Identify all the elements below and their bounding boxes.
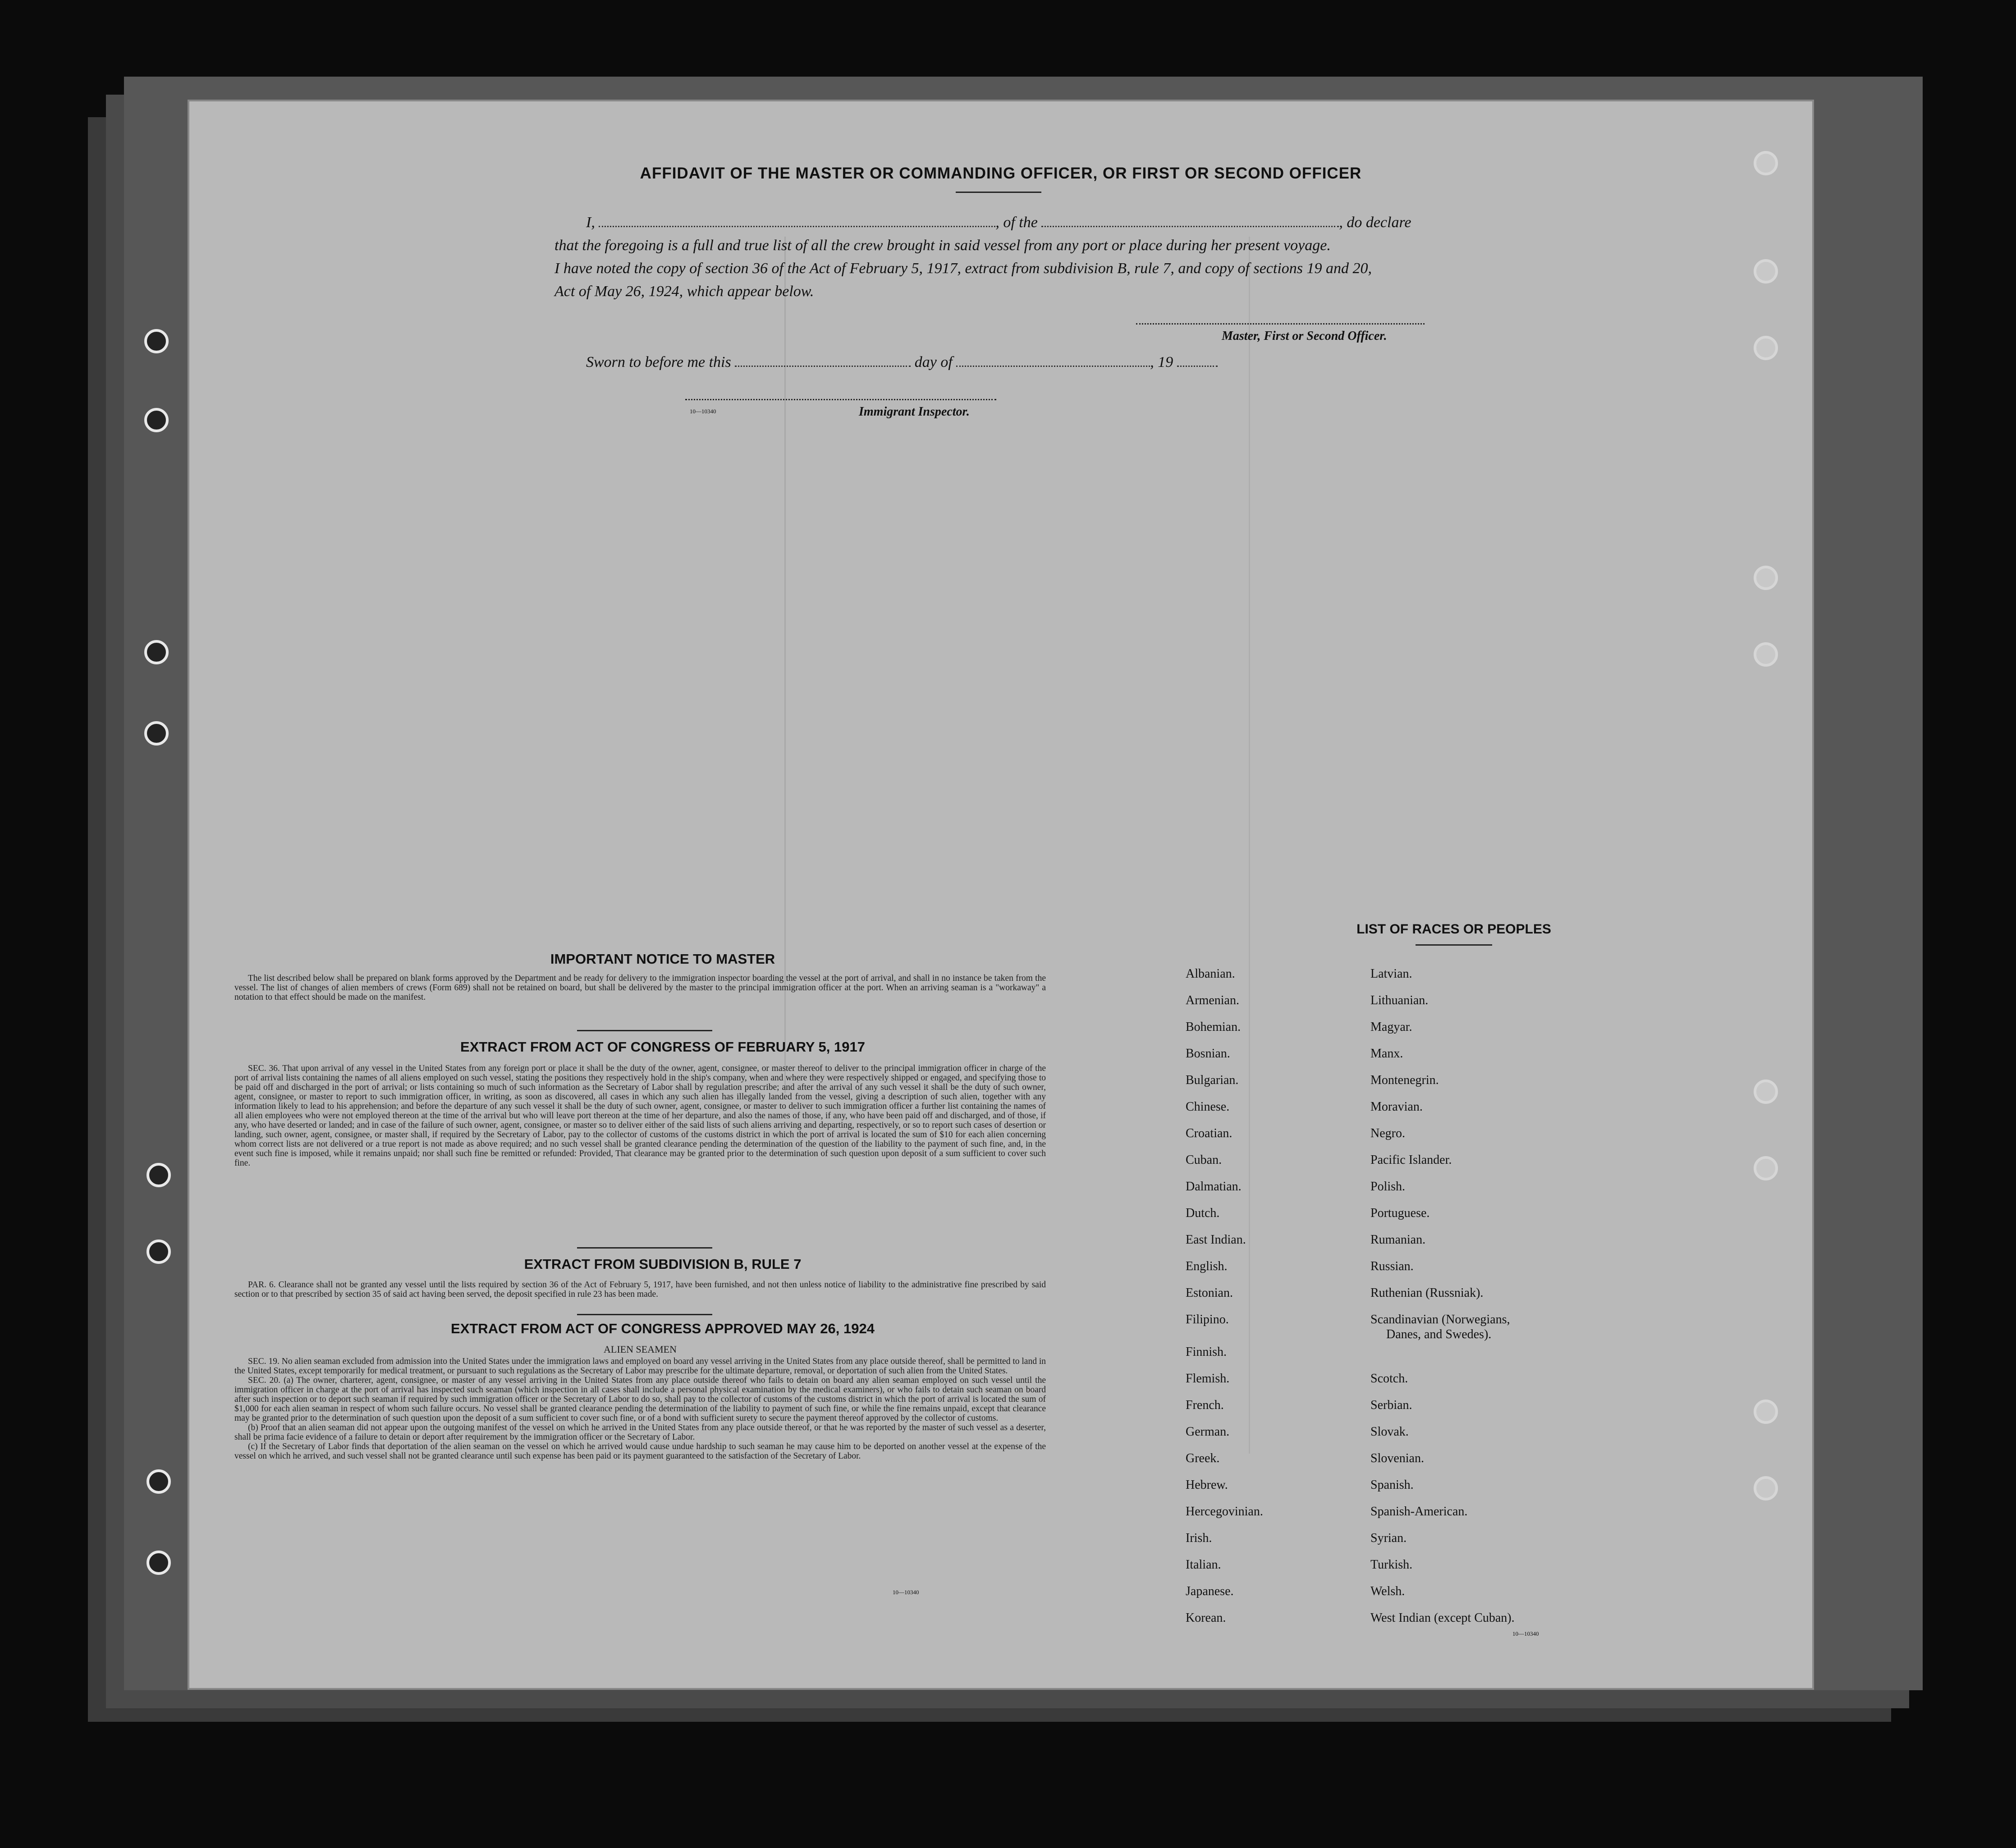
par-6-paragraph: PAR. 6. Clearance shall not be granted any vessel until the lists required by section 36 of the Act of February 5, 1917, have been furnished, and not then unless notice of liability to the administrative fine prescribed by said section or to that prescribed by section 35 of said act having been served, the deposit specified in rule 23 has been made. <box>234 1280 1046 1299</box>
notice-text <box>234 974 1046 1002</box>
race-item: Japanese. <box>1186 1584 1234 1598</box>
vessel-blank[interactable] <box>1041 216 1339 227</box>
race-item: Italian. <box>1186 1558 1221 1572</box>
race-item: Russian. <box>1370 1259 1414 1273</box>
races-form-number: 10—10340 <box>1512 1630 1539 1637</box>
race-item: Irish. <box>1186 1531 1212 1545</box>
page-hole <box>1754 336 1778 360</box>
sworn-date-blank[interactable] <box>735 356 911 367</box>
inspector-signature-line[interactable] <box>685 399 996 400</box>
race-item: Magyar. <box>1370 1020 1412 1034</box>
race-item: Danes, and Swedes). <box>1386 1327 1492 1341</box>
sec-36-paragraph: SEC. 36. That upon arrival of any vessel in the United States from any foreign port or place it shall be the duty of the owner, agent, consignee, or master thereof to deliver to the principal immigration officer in charge of the port of arrival lists containing the names of all aliens employed on such vessel, stating the positions they respectively hold in the ship's company, when and where they were respectively shipped or engaged, and specifying those to be paid off and discharged in the port of arrival; or lists containing so much of such information as the Secretary of Labor shall by regulation prescribe; and after the arrival of any such vessel it shall be the duty of such owner, agent, consignee, or master to report to such immigration officer, in writing, as soon as discovered, all cases in which any such alien has illegally landed from the vessel, giving a description of such alien, together with any information likely to lead to his apprehension; and before the departure of any such vessel it shall be the duty of such owner, agent, consignee, or master to deliver to such immigration officer a further list containing the names of all alien employees who were not employed thereon at the time of the arrival but who will leave port thereon at the time of her departure, and also the names of those, if any, who have been paid off and discharged, and of those, if any, who have deserted or landed; and in case of the failure of such owner, agent, consignee, or master so to deliver either of the said lists of such aliens arriving and departing, respectively, or so to report such cases of desertion or landing, such owner, agent, consignee, or master shall, if required by the Secretary of Labor, pay to the collector of customs of the customs district in which the port of arrival is located the sum of $10 for each alien concerning whom correct lists are not delivered or a true report is not made as above required; and no such vessel shall be granted clearance pending the determination of the question of the liability to the payment of such fine, and, in the event such fine is imposed, while it remains unpaid; nor shall such fine be remitted or refunded: Provided, That clearance may be granted prior to the determination of such question upon deposit of a sum sufficient to cover such fine. <box>234 1064 1046 1168</box>
name-blank[interactable] <box>599 216 995 227</box>
race-item: Bulgarian. <box>1186 1073 1239 1087</box>
affidavit-title: AFFIDAVIT OF THE MASTER OR COMMANDING OFFICER, OR FIRST OR SECOND OFFICER <box>640 165 1362 182</box>
extract-1924-text <box>234 1357 1046 1461</box>
races-heading: LIST OF RACES OR PEOPLES <box>1356 922 1551 937</box>
day-of-label: day of <box>914 354 953 371</box>
manifest-page <box>189 101 1812 1688</box>
sworn-line <box>586 352 1578 373</box>
affidavit-form-number: 10—10340 <box>690 408 716 415</box>
race-item: German. <box>1186 1425 1230 1439</box>
race-item: Manx. <box>1370 1047 1403 1061</box>
binder-hole <box>144 640 169 664</box>
race-item: Albanian. <box>1186 967 1235 981</box>
race-item: Bohemian. <box>1186 1020 1241 1034</box>
affidavit-body-2: I have noted the copy of section 36 of the Act of February 5, 1917, extract from subdivision B, rule 7, and copy of sections 19 and 20, <box>554 260 1372 277</box>
race-item: Moravian. <box>1370 1100 1423 1114</box>
race-item: West Indian (except Cuban). <box>1370 1611 1515 1625</box>
race-item: Polish. <box>1370 1180 1406 1194</box>
inspector-caption: Immigrant Inspector. <box>859 405 970 419</box>
race-item: Bosnian. <box>1186 1047 1230 1061</box>
page-hole <box>1754 259 1778 284</box>
binder-hole <box>147 1551 171 1575</box>
binder-hole <box>147 1469 171 1494</box>
extract-1924-heading: EXTRACT FROM ACT OF CONGRESS APPROVED MAY 26, 1924 <box>451 1321 875 1336</box>
title-underline <box>956 192 1041 193</box>
affidavit-body-1: that the foregoing is a full and true list of all the crew brought in said vessel from any port or place during her present voyage. <box>554 237 1331 254</box>
race-item: Finnish. <box>1186 1345 1227 1359</box>
race-item: Syrian. <box>1370 1531 1407 1545</box>
race-item: Portuguese. <box>1370 1206 1430 1220</box>
sec-20b-paragraph: (b) Proof that an alien seaman did not appear upon the outgoing manifest of the vessel on which he arrived in the United States from any place outside thereof, or that he was reported by the master of such vessel as a deserter, shall be prima facie evidence of a failure to detain or deport after requirement by the immigration officer or the Secretary of Labor. <box>234 1423 1046 1442</box>
races-right-column <box>1370 967 1686 1625</box>
binder-hole <box>147 1240 171 1264</box>
race-item: Spanish-American. <box>1370 1505 1468 1519</box>
subdivision-text <box>234 1280 1046 1299</box>
race-item: Spanish. <box>1370 1478 1414 1492</box>
race-item: Slovenian. <box>1370 1451 1424 1465</box>
race-item: Cuban. <box>1186 1153 1222 1167</box>
race-item: Scotch. <box>1370 1372 1408 1386</box>
notice-paragraph: The list described below shall be prepared on blank forms approved by the Department and be ready for delivery to the immigration inspector boarding the vessel at the port of arrival, and shall in no instance be taken from the vessel. The list of changes of alien members of crews (Form 689) shall not be retained on board, but shall be delivered by the master to the principal immigration officer at the port. When an arriving seaman is a "workaway" a notation to that effect should be made on the manifest. <box>234 974 1046 1002</box>
sworn-month-blank[interactable] <box>956 356 1150 367</box>
race-item: Korean. <box>1186 1611 1226 1625</box>
races-left-column <box>1186 967 1366 1625</box>
race-item: East Indian. <box>1186 1233 1246 1247</box>
sec-19-paragraph: SEC. 19. No alien seaman excluded from admission into the United States under the immigration laws and employed on board any vessel arriving in the United States from any place outside thereof, shall be permitted to land in the United States, except temporarily for medical treatment, or pursuant to such regulations as the Secretary of Labor may prescribe for the ultimate departure, removal, or deportation of such alien from the United States. <box>234 1357 1046 1376</box>
year-label: , 19 <box>1150 354 1173 371</box>
sworn-year-blank[interactable] <box>1177 356 1218 367</box>
race-item: Welsh. <box>1370 1584 1405 1598</box>
binder-hole <box>147 1163 171 1187</box>
master-caption: Master, First or Second Officer. <box>1222 329 1387 343</box>
page-hole <box>1754 566 1778 590</box>
race-item: Hercegovinian. <box>1186 1505 1263 1519</box>
race-item: Estonian. <box>1186 1286 1233 1300</box>
extract-form-number: 10—10340 <box>893 1589 919 1596</box>
race-item: Scandinavian (Norwegians, <box>1370 1313 1510 1327</box>
race-item: Hebrew. <box>1186 1478 1228 1492</box>
race-item: Montenegrin. <box>1370 1073 1439 1087</box>
page-hole <box>1754 1400 1778 1424</box>
race-item: Chinese. <box>1186 1100 1230 1114</box>
page-hole <box>1754 1080 1778 1104</box>
race-item: Pacific Islander. <box>1370 1153 1452 1167</box>
race-item: Rumanian. <box>1370 1233 1426 1247</box>
sec-20a-paragraph: SEC. 20. (a) The owner, charterer, agent, consignee, or master of any vessel arriving in the United States from any place outside thereof who fails to detain on board any alien seaman employed on such vessel until the immigration officer in charge at the port of arrival has inspected such seaman (which inspection in all cases shall include a personal physical examination by the medical examiners), or who fails to detain such seaman on board after such inspection or to deport such seaman if required by such immigration officer or the Secretary of Labor to do so, shall pay to the collector of customs of the customs district in which the port of arrival is located the sum of $1,000 for each alien seaman in respect of whom such failure occurs. No vessel shall be granted clearance pending the determination of the liability to payment of such fine, or while the fine remains unpaid, except that clearance may be granted prior to the determination of such question upon the deposit of a sum sufficient to cover such fine, or of a bond with sufficient surety to secure the payment thereof approved by the collector of customs. <box>234 1376 1046 1423</box>
affidavit-body-3: Act of May 26, 1924, which appear below. <box>554 283 814 300</box>
race-item: French. <box>1186 1398 1224 1412</box>
divider <box>1416 944 1492 946</box>
binder-hole <box>144 408 169 432</box>
race-item: Ruthenian (Russniak). <box>1370 1286 1484 1300</box>
affidavit-of-the-label: , of the <box>995 214 1038 231</box>
extract-1917-heading: EXTRACT FROM ACT OF CONGRESS OF FEBRUARY 5, 1917 <box>460 1039 865 1055</box>
sec-20c-paragraph: (c) If the Secretary of Labor finds that deportation of the alien seaman on the vessel on which he arrived would cause undue hardship to such seaman he may cause him to be deported on another vessel at the expense of the vessel on which he arrived, and such vessel shall not be granted clearance until such expense has been paid or its payment guaranteed to the satisfaction of the Secretary of Labor. <box>234 1442 1046 1461</box>
affidavit-declaration-line <box>586 212 1713 233</box>
binder-hole <box>144 721 169 746</box>
race-item: Turkish. <box>1370 1558 1413 1572</box>
race-item: Dalmatian. <box>1186 1180 1242 1194</box>
divider <box>577 1247 712 1249</box>
race-item: English. <box>1186 1259 1228 1273</box>
race-item: Latvian. <box>1370 967 1412 981</box>
extract-1917-text <box>234 1064 1046 1168</box>
binder-hole <box>144 329 169 353</box>
race-item: Dutch. <box>1186 1206 1220 1220</box>
race-item: Armenian. <box>1186 993 1239 1007</box>
sworn-label: Sworn to before me this <box>586 354 731 371</box>
page-hole <box>1754 642 1778 667</box>
race-item: Serbian. <box>1370 1398 1412 1412</box>
divider <box>577 1314 712 1315</box>
race-item: Flemish. <box>1186 1372 1230 1386</box>
race-item: Negro. <box>1370 1126 1405 1140</box>
divider <box>577 1030 712 1031</box>
race-item: Croatian. <box>1186 1126 1233 1140</box>
affidavit-declare-label: , do declare <box>1339 214 1411 231</box>
race-item: Lithuanian. <box>1370 993 1429 1007</box>
master-signature-line[interactable] <box>1136 323 1425 325</box>
notice-heading: IMPORTANT NOTICE TO MASTER <box>550 951 775 967</box>
affidavit-i-label: I, <box>586 214 595 231</box>
subdivision-heading: EXTRACT FROM SUBDIVISION B, RULE 7 <box>524 1256 802 1272</box>
page-hole <box>1754 1476 1778 1500</box>
race-item: Greek. <box>1186 1451 1220 1465</box>
race-item: Filipino. <box>1186 1313 1229 1327</box>
alien-seamen-subheading: ALIEN SEAMEN <box>604 1344 677 1355</box>
race-item: Slovak. <box>1370 1425 1409 1439</box>
page-hole <box>1754 1156 1778 1180</box>
